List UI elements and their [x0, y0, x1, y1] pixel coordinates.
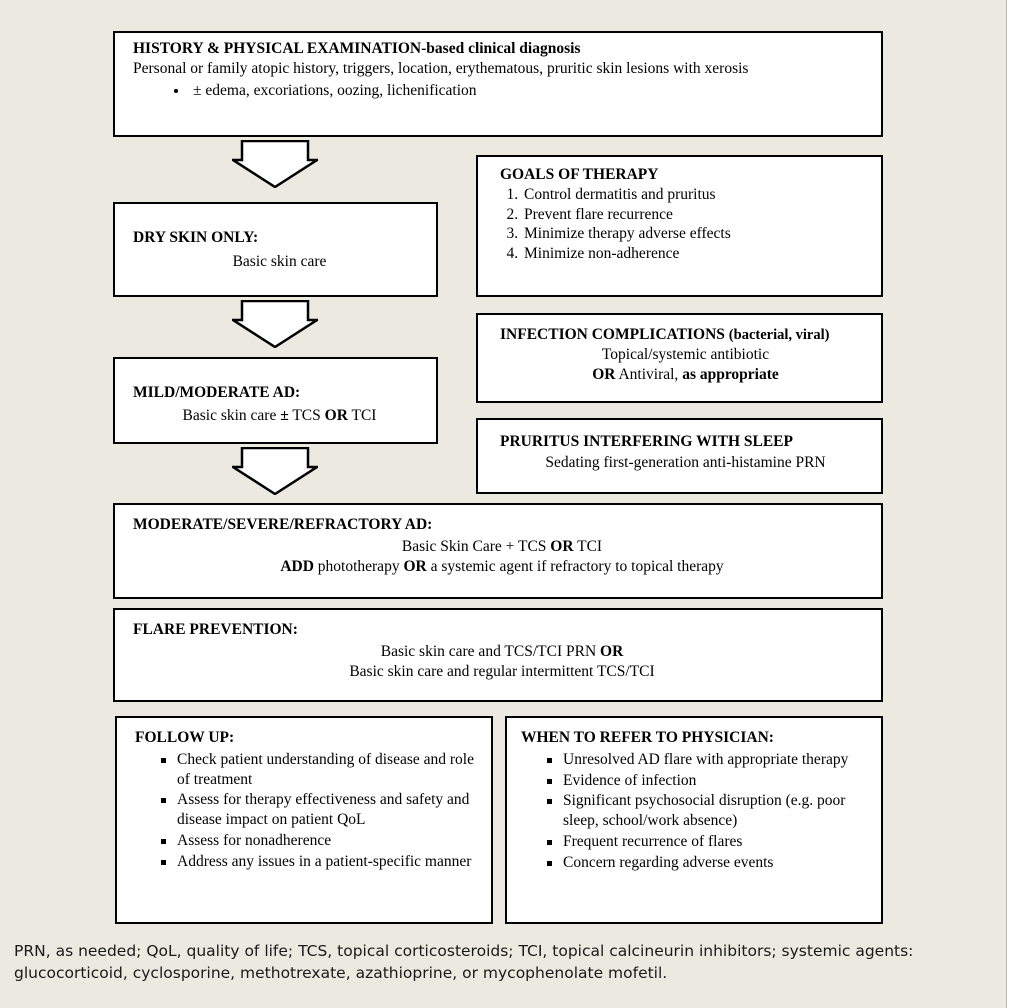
box-infection-title: INFECTION COMPLICATIONS [500, 326, 725, 343]
box-moderate-severe-line2 [133, 557, 871, 577]
box-pruritus-title: PRURITUS INTERFERING WITH SLEEP [500, 433, 793, 450]
box-history-title-suffix: -based clinical diagnosis [421, 40, 581, 57]
box-history-title-line [133, 39, 871, 59]
mild-moderate-mid: TCS [288, 406, 325, 424]
box-dry-skin-title: DRY SKIN ONLY: [133, 229, 259, 246]
flare-l1-bold-or: OR [600, 642, 624, 660]
list-item: Unresolved AD flare with appropriate therapy [545, 750, 873, 770]
list-item: Significant psychosocial disruption (e.g. poor sleep, school/work absence) [545, 791, 873, 831]
box-infection-title-note: (bacterial, viral) [728, 327, 830, 343]
box-moderate-severe-refractory-ad [113, 503, 883, 599]
list-item: Assess for nonadherence [159, 831, 483, 851]
mild-moderate-prefix: Basic skin care [182, 406, 281, 424]
box-infection-title-line [500, 325, 871, 345]
box-goals-title: GOALS OF THERAPY [500, 166, 659, 183]
list-item: Evidence of infection [545, 771, 873, 791]
infection-mid: Antiviral, [615, 365, 683, 383]
arrow-dry-skin-to-mild-moderate [232, 300, 318, 348]
list-item: Assess for therapy effectiveness and safety and disease impact on patient QoL [159, 790, 483, 830]
box-flare-prevention [113, 608, 883, 702]
mild-moderate-suffix: TCI [347, 406, 377, 424]
mild-moderate-bold-or: OR [324, 406, 348, 424]
box-follow-up-title: FOLLOW UP: [135, 729, 235, 746]
box-moderate-severe-title: MODERATE/SEVERE/REFRACTORY AD: [133, 516, 433, 533]
list-item: 2. Prevent flare recurrence [522, 205, 871, 225]
box-history-bullets [133, 81, 871, 101]
infection-bold-appropriate: as appropriate [682, 365, 779, 383]
moderate-severe-l2-bold-or: OR [403, 557, 427, 575]
list-item: Frequent recurrence of flares [545, 832, 873, 852]
moderate-severe-l1-prefix: Basic Skin Care + TCS [401, 537, 551, 555]
box-flare-prevention-line1 [133, 642, 871, 662]
box-mild-moderate-ad [113, 357, 438, 444]
box-pruritus-sleep [476, 418, 883, 494]
arrow-history-to-dry-skin [232, 140, 318, 188]
box-dry-skin-line: Basic skin care [232, 252, 327, 270]
box-infection-complications [476, 313, 883, 403]
list-item: Address any issues in a patient-specific manner [159, 852, 483, 872]
box-goals-list [500, 185, 871, 264]
list-item: 3. Minimize therapy adverse effects [522, 224, 871, 244]
arrow-mild-moderate-to-moderate-severe [232, 447, 318, 495]
box-when-to-refer-list [521, 750, 873, 873]
list-item: • ± edema, excoriations, oozing, lichenification [189, 81, 871, 101]
list-item: 1. Control dermatitis and pruritus [522, 185, 871, 205]
flare-l1-prefix: Basic skin care and TCS/TCI PRN [380, 642, 601, 660]
box-dry-skin-only [113, 202, 438, 297]
box-history-body: Personal or family atopic history, triggers, location, erythematous, pruritic skin lesions with xerosis [133, 59, 749, 77]
box-mild-moderate-title: MILD/MODERATE AD: [133, 384, 301, 401]
box-mild-moderate-line [133, 406, 426, 426]
moderate-severe-l2-suffix: a systemic agent if refractory to topical therapy [426, 557, 724, 575]
moderate-severe-l1-bold-or: OR [550, 537, 574, 555]
infection-bold-or: OR [592, 365, 616, 383]
moderate-severe-l2-mid: phototherapy [313, 557, 404, 575]
box-history-title: HISTORY & PHYSICAL EXAMINATION [133, 40, 422, 57]
box-when-to-refer [505, 716, 883, 924]
box-goals-of-therapy [476, 155, 883, 297]
page-right-rule [1006, 0, 1007, 1008]
list-item: Check patient understanding of disease and role of treatment [159, 750, 483, 790]
box-infection-line1: Topical/systemic antibiotic [601, 345, 770, 363]
box-follow-up [115, 716, 493, 924]
moderate-severe-l1-suffix: TCI [573, 537, 603, 555]
box-flare-prevention-line2: Basic skin care and regular intermittent TCS/TCI [349, 662, 655, 680]
page-right-margin [1006, 0, 1024, 1008]
box-when-to-refer-title: WHEN TO REFER TO PHYSICIAN: [521, 729, 774, 746]
box-follow-up-list [135, 750, 483, 872]
moderate-severe-l2-bold-add: ADD [280, 557, 314, 575]
diagram-footnote: PRN, as needed; QoL, quality of life; TCS, topical corticosteroids; TCI, topical calcineurin inhibitors; systemic agents: glucocorticoid, cyclosporine, methotrexate, azathioprine, or mycophenolate mofetil. [14, 942, 914, 983]
box-flare-prevention-title: FLARE PREVENTION: [133, 621, 298, 638]
box-history-physical-exam [113, 31, 883, 137]
box-infection-line2 [500, 365, 871, 385]
list-item: Concern regarding adverse events [545, 853, 873, 873]
box-moderate-severe-line1 [133, 537, 871, 557]
list-item: 4. Minimize non-adherence [522, 244, 871, 264]
box-pruritus-line: Sedating first-generation anti-histamine PRN [545, 453, 826, 471]
mild-moderate-bold-plusminus: ± [280, 406, 289, 424]
